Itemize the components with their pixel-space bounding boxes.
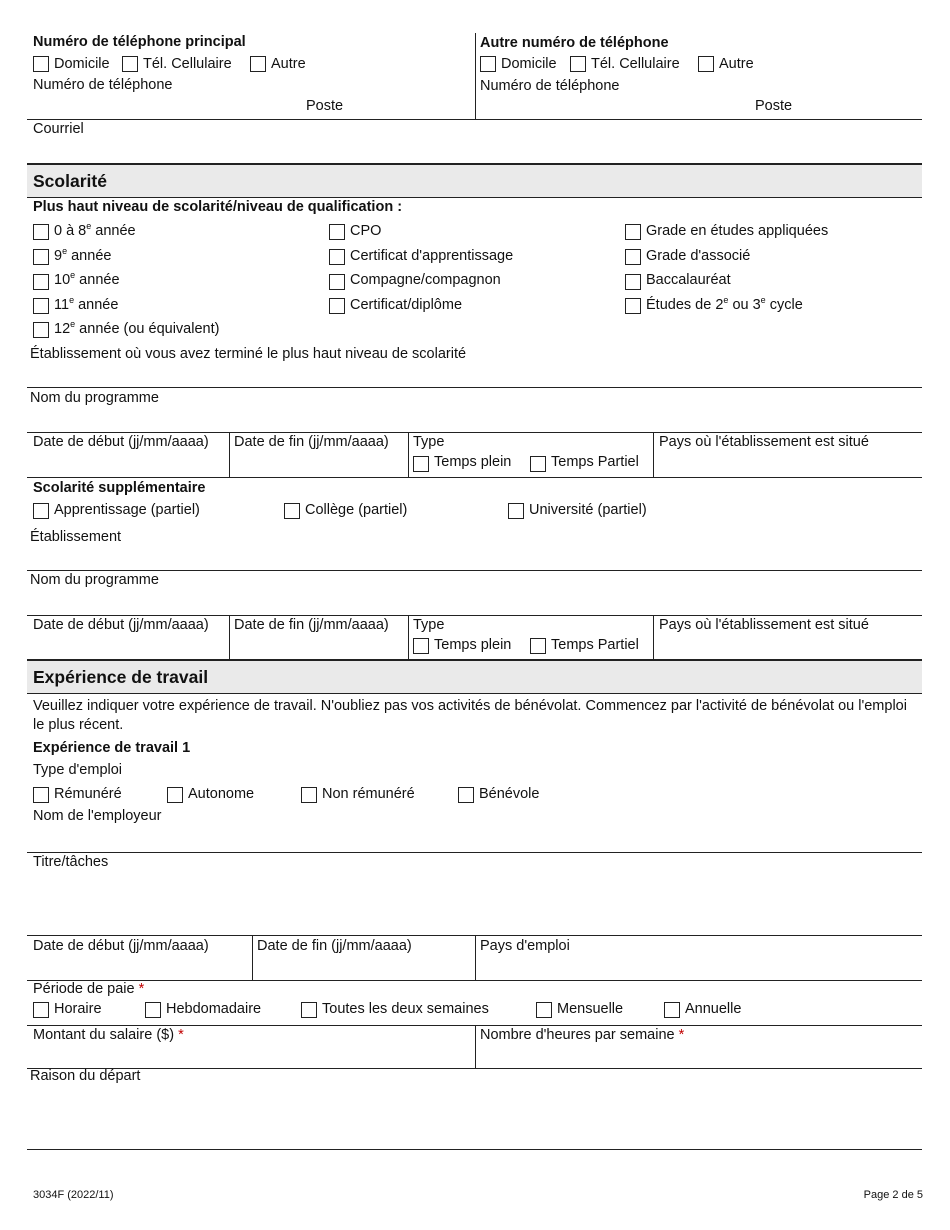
other-other-checkbox[interactable] [698, 56, 714, 72]
add-full-time-checkbox[interactable] [413, 638, 429, 654]
add-full-time-label: Temps plein [434, 637, 512, 653]
edu-row-rule [27, 477, 922, 478]
job-unpaid-label: Non rémunéré [322, 786, 415, 802]
leave-reason-label: Raison du départ [30, 1068, 141, 1084]
level-apprenticeship-cert-checkbox[interactable] [329, 249, 345, 265]
form-code: 3034F (2022/11) [33, 1189, 114, 1201]
level-10-checkbox[interactable] [33, 274, 49, 290]
salary-label: Montant du salaire ($) * [33, 1027, 184, 1043]
work-start-date-label: Date de début (jj/mm/aaaa) [33, 938, 209, 954]
add-start-date-label: Date de début (jj/mm/aaaa) [33, 617, 209, 633]
primary-phone-title: Numéro de téléphone principal [33, 34, 246, 50]
other-cell-label: Tél. Cellulaire [591, 56, 680, 72]
other-home-checkbox[interactable] [480, 56, 496, 72]
level-certificate-diploma-label: Certificat/diplôme [350, 297, 463, 313]
add-part-time-label: Temps Partiel [551, 637, 639, 653]
level-0-8-checkbox[interactable] [33, 224, 49, 240]
work-section-title: Expérience de travail [33, 667, 209, 687]
institution-label: Établissement où vous avez terminé le plus haut niveau de scolarité [30, 346, 467, 362]
program-label: Nom du programme [30, 390, 159, 406]
edu-part-time-label: Temps Partiel [551, 454, 639, 470]
pay-annual-checkbox[interactable] [664, 1002, 680, 1018]
salary-divider [475, 1025, 476, 1068]
primary-home-label: Domicile [54, 56, 110, 72]
education-section-header [27, 163, 922, 198]
work-row-divider-1 [252, 935, 253, 980]
level-10-label: 10e année [54, 270, 120, 288]
work-experience-title: Expérience de travail 1 [33, 740, 191, 756]
other-other-label: Autre [719, 56, 754, 72]
work-dates-rule [27, 980, 922, 981]
pay-annual-label: Annuelle [685, 1001, 742, 1017]
employer-label: Nom de l'employeur [33, 808, 162, 824]
job-unpaid-checkbox[interactable] [301, 787, 317, 803]
work-country-label: Pays d'emploi [480, 938, 570, 954]
work-row-divider-2 [475, 935, 476, 980]
level-bachelor-checkbox[interactable] [625, 274, 641, 290]
level-graduate-checkbox[interactable] [625, 298, 641, 314]
level-apprenticeship-cert-label: Certificat d'apprentissage [350, 248, 514, 264]
salary-rule [27, 1068, 922, 1069]
employer-rule [27, 852, 922, 853]
education-section-title: Scolarité [33, 171, 107, 191]
primary-phone-label: Numéro de téléphone [33, 77, 173, 93]
level-cpo-checkbox[interactable] [329, 224, 345, 240]
level-applied-degree-checkbox[interactable] [625, 224, 641, 240]
level-applied-degree-label: Grade en études appliquées [646, 223, 829, 239]
other-cell-checkbox[interactable] [570, 56, 586, 72]
pay-monthly-checkbox[interactable] [536, 1002, 552, 1018]
level-0-8-label: 0 à 8e année [54, 221, 136, 239]
required-mark: * [678, 1027, 685, 1043]
edu-row-divider-1 [229, 432, 230, 477]
pay-hourly-label: Horaire [54, 1001, 102, 1017]
pay-monthly-label: Mensuelle [557, 1001, 624, 1017]
pay-biweekly-label: Toutes les deux semaines [322, 1001, 489, 1017]
institution-rule [27, 387, 922, 388]
primary-cell-checkbox[interactable] [122, 56, 138, 72]
level-11-label: 11e année [54, 295, 119, 313]
contact-divider [475, 33, 476, 120]
job-volunteer-label: Bénévole [479, 786, 540, 802]
level-journeyperson-label: Compagne/compagnon [350, 272, 501, 288]
edu-row-divider-2 [408, 432, 409, 477]
pay-period-label: Période de paie * [33, 981, 145, 997]
job-self-employed-label: Autonome [188, 786, 255, 802]
add-country-label: Pays où l'établissement est situé [659, 617, 869, 633]
level-journeyperson-checkbox[interactable] [329, 274, 345, 290]
edu-row-divider-3 [653, 432, 654, 477]
add-row-divider-2 [408, 615, 409, 660]
edu-type-label: Type [413, 434, 445, 450]
additional-university-label: Université (partiel) [529, 502, 647, 518]
pay-weekly-checkbox[interactable] [145, 1002, 161, 1018]
primary-other-checkbox[interactable] [250, 56, 266, 72]
additional-apprenticeship-checkbox[interactable] [33, 503, 49, 519]
edu-full-time-label: Temps plein [434, 454, 512, 470]
level-associate-degree-checkbox[interactable] [625, 249, 641, 265]
primary-home-checkbox[interactable] [33, 56, 49, 72]
primary-cell-label: Tél. Cellulaire [143, 56, 232, 72]
edu-start-date-label: Date de début (jj/mm/aaaa) [33, 434, 209, 450]
level-9-checkbox[interactable] [33, 249, 49, 265]
add-row-divider-1 [229, 615, 230, 660]
page-number: Page 2 de 5 [863, 1189, 923, 1201]
additional-apprenticeship-label: Apprentissage (partiel) [54, 502, 200, 518]
edu-part-time-checkbox[interactable] [530, 456, 546, 472]
level-bachelor-label: Baccalauréat [646, 272, 731, 288]
hours-label: Nombre d'heures par semaine * [480, 1027, 685, 1043]
other-extension-label: Poste [755, 98, 793, 114]
other-phone-title: Autre numéro de téléphone [480, 35, 669, 51]
additional-university-checkbox[interactable] [508, 503, 524, 519]
job-paid-checkbox[interactable] [33, 787, 49, 803]
work-section-header [27, 659, 922, 694]
primary-other-label: Autre [271, 56, 306, 72]
leave-reason-rule [27, 1149, 922, 1150]
edu-full-time-checkbox[interactable] [413, 456, 429, 472]
pay-weekly-label: Hebdomadaire [166, 1001, 262, 1017]
other-phone-label: Numéro de téléphone [480, 78, 620, 94]
email-label: Courriel [33, 121, 84, 137]
job-self-employed-checkbox[interactable] [167, 787, 183, 803]
edu-country-label: Pays où l'établissement est situé [659, 434, 869, 450]
work-end-date-label: Date de fin (jj/mm/aaaa) [257, 938, 412, 954]
pay-hourly-checkbox[interactable] [33, 1002, 49, 1018]
job-volunteer-checkbox[interactable] [458, 787, 474, 803]
add-part-time-checkbox[interactable] [530, 638, 546, 654]
contact-rule [27, 119, 922, 120]
level-11-checkbox[interactable] [33, 298, 49, 314]
add-type-label: Type [413, 617, 445, 633]
education-level-title: Plus haut niveau de scolarité/niveau de qualification : [33, 199, 403, 215]
level-certificate-diploma-checkbox[interactable] [329, 298, 345, 314]
edu-end-date-label: Date de fin (jj/mm/aaaa) [234, 434, 389, 450]
other-home-label: Domicile [501, 56, 557, 72]
additional-college-label: Collège (partiel) [305, 502, 408, 518]
level-graduate-label: Études de 2e ou 3e cycle [646, 295, 803, 313]
job-type-label: Type d'emploi [33, 762, 123, 778]
level-12-checkbox[interactable] [33, 322, 49, 338]
additional-program-label: Nom du programme [30, 572, 159, 588]
level-associate-degree-label: Grade d'associé [646, 248, 751, 264]
program-rule [27, 432, 922, 433]
add-end-date-label: Date de fin (jj/mm/aaaa) [234, 617, 389, 633]
add-row-divider-3 [653, 615, 654, 660]
job-title-label: Titre/tâches [33, 854, 109, 870]
job-paid-label: Rémunéré [54, 786, 122, 802]
pay-biweekly-checkbox[interactable] [301, 1002, 317, 1018]
required-mark: * [138, 981, 145, 997]
additional-institution-label: Établissement [30, 529, 122, 545]
additional-education-title: Scolarité supplémentaire [33, 480, 206, 496]
work-intro-text: Veuillez indiquer votre expérience de travail. N'oubliez pas vos activités de bénévolat. Commencez par l'activité de bénévolat ou l'emploi le plus récent. [33, 698, 907, 733]
level-cpo-label: CPO [350, 223, 382, 239]
additional-institution-rule [27, 570, 922, 571]
additional-program-rule [27, 615, 922, 616]
additional-college-checkbox[interactable] [284, 503, 300, 519]
required-mark: * [178, 1027, 184, 1043]
level-12-label: 12e année (ou équivalent) [54, 319, 220, 337]
level-9-label: 9e année [54, 246, 112, 264]
primary-extension-label: Poste [306, 98, 344, 114]
